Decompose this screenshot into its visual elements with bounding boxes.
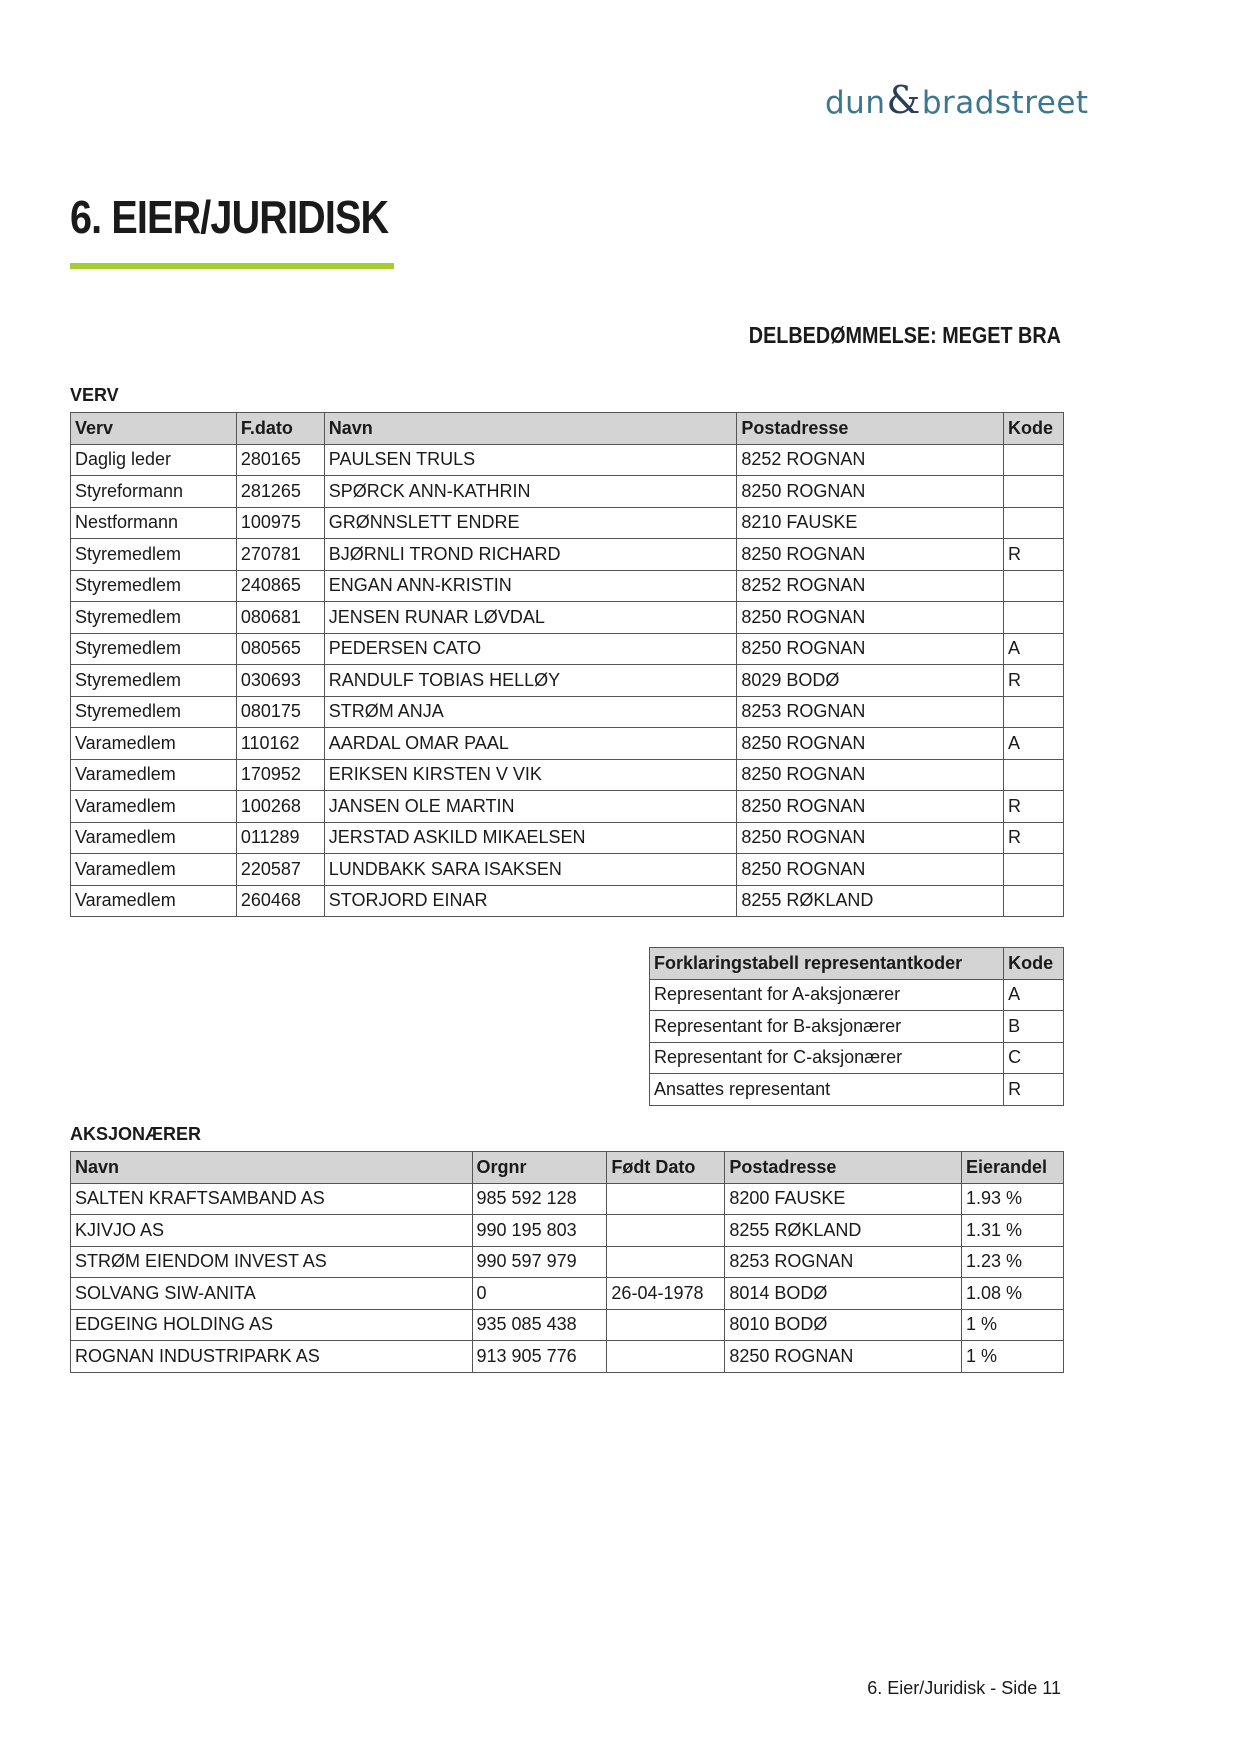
page-title: 6. EIER/JURIDISK [70, 191, 389, 243]
verv-table [70, 412, 1064, 917]
table-row [71, 822, 1064, 854]
table-row [71, 444, 1064, 476]
table-cell: 280165 [236, 444, 324, 476]
table-cell: JENSEN RUNAR LØVDAL [324, 602, 737, 634]
table-cell: 1 % [962, 1341, 1064, 1373]
table-cell: 080175 [236, 696, 324, 728]
table-row [71, 539, 1064, 571]
table-cell: 8029 BODØ [737, 665, 1004, 697]
aksjonaerer-header-orgnr: Orgnr [472, 1152, 607, 1184]
verv-header-fdato: F.dato [236, 413, 324, 445]
verv-header-navn: Navn [324, 413, 737, 445]
table-cell: 8253 ROGNAN [725, 1246, 962, 1278]
table-cell: 8252 ROGNAN [737, 570, 1004, 602]
codes-body [650, 979, 1064, 1105]
table-row [71, 633, 1064, 665]
table-cell: 1.23 % [962, 1246, 1064, 1278]
table-cell: 8200 FAUSKE [725, 1183, 962, 1215]
aksjonaerer-header-navn: Navn [71, 1152, 473, 1184]
table-cell: Varamedlem [71, 854, 237, 886]
table-cell: 8250 ROGNAN [737, 854, 1004, 886]
table-cell: 8253 ROGNAN [737, 696, 1004, 728]
table-row [71, 854, 1064, 886]
table-cell: 1.08 % [962, 1278, 1064, 1310]
codes-header-description: Forklaringstabell representantkoder [650, 948, 1004, 980]
table-row [71, 696, 1064, 728]
table-row [71, 665, 1064, 697]
aksjonaerer-body [71, 1183, 1064, 1372]
table-cell: Styremedlem [71, 570, 237, 602]
table-cell: JANSEN OLE MARTIN [324, 791, 737, 823]
table-cell: 8250 ROGNAN [737, 791, 1004, 823]
table-cell: 990 597 979 [472, 1246, 607, 1278]
table-cell [1003, 602, 1063, 634]
table-cell: Varamedlem [71, 728, 237, 760]
table-cell: R [1003, 539, 1063, 571]
table-cell: SOLVANG SIW-ANITA [71, 1278, 473, 1310]
table-row [71, 1246, 1064, 1278]
table-cell: 100975 [236, 507, 324, 539]
table-row [71, 759, 1064, 791]
table-cell: Styremedlem [71, 665, 237, 697]
table-cell: Representant for A-aksjonærer [650, 979, 1004, 1011]
table-cell: 220587 [236, 854, 324, 886]
aksjonaerer-header-fodt-dato: Født Dato [607, 1152, 725, 1184]
table-cell: 26-04-1978 [607, 1278, 725, 1310]
table-cell: RANDULF TOBIAS HELLØY [324, 665, 737, 697]
rating-heading: DELBEDØMMELSE: MEGET BRA [748, 322, 1061, 348]
table-cell: 990 195 803 [472, 1215, 607, 1247]
table-cell: 935 085 438 [472, 1309, 607, 1341]
table-cell: Representant for C-aksjonærer [650, 1042, 1004, 1074]
table-cell: KJIVJO AS [71, 1215, 473, 1247]
table-cell: STRØM EIENDOM INVEST AS [71, 1246, 473, 1278]
table-cell: B [1004, 1011, 1064, 1043]
table-cell: EDGEING HOLDING AS [71, 1309, 473, 1341]
table-cell [607, 1246, 725, 1278]
title-underline [70, 263, 394, 269]
table-cell: Varamedlem [71, 759, 237, 791]
table-row [71, 728, 1064, 760]
table-cell: 8014 BODØ [725, 1278, 962, 1310]
aksjonaerer-header-row [71, 1152, 1064, 1184]
table-cell: 170952 [236, 759, 324, 791]
table-cell [1003, 444, 1063, 476]
table-cell: R [1003, 791, 1063, 823]
table-cell: Varamedlem [71, 791, 237, 823]
table-cell [607, 1215, 725, 1247]
table-cell: SALTEN KRAFTSAMBAND AS [71, 1183, 473, 1215]
table-cell: 080681 [236, 602, 324, 634]
table-cell: ERIKSEN KIRSTEN V VIK [324, 759, 737, 791]
table-cell: 080565 [236, 633, 324, 665]
table-cell: 281265 [236, 476, 324, 508]
table-cell: Styremedlem [71, 539, 237, 571]
logo-ampersand: & [886, 78, 921, 122]
table-cell: ROGNAN INDUSTRIPARK AS [71, 1341, 473, 1373]
verv-body [71, 444, 1064, 917]
table-cell [1003, 854, 1063, 886]
table-cell [1003, 885, 1063, 917]
table-cell: BJØRNLI TROND RICHARD [324, 539, 737, 571]
table-cell [1003, 696, 1063, 728]
table-cell [607, 1183, 725, 1215]
table-cell: R [1003, 822, 1063, 854]
table-cell: 8010 BODØ [725, 1309, 962, 1341]
table-cell: SPØRCK ANN-KATHRIN [324, 476, 737, 508]
table-row [71, 791, 1064, 823]
table-cell [1003, 759, 1063, 791]
table-cell: 8250 ROGNAN [737, 822, 1004, 854]
table-cell: 985 592 128 [472, 1183, 607, 1215]
verv-section-label: VERV [70, 385, 119, 405]
table-row [71, 1183, 1064, 1215]
table-cell: Ansattes representant [650, 1074, 1004, 1106]
table-cell: A [1004, 979, 1064, 1011]
table-cell: STORJORD EINAR [324, 885, 737, 917]
table-cell: LUNDBAKK SARA ISAKSEN [324, 854, 737, 886]
verv-header-verv: Verv [71, 413, 237, 445]
table-row [71, 507, 1064, 539]
verv-header-row [71, 413, 1064, 445]
table-cell: 1 % [962, 1309, 1064, 1341]
representative-codes-table [649, 947, 1064, 1106]
table-row [71, 1278, 1064, 1310]
page-footer: 6. Eier/Juridisk - Side 11 [867, 1678, 1061, 1698]
table-cell: 8252 ROGNAN [737, 444, 1004, 476]
table-row [71, 476, 1064, 508]
verv-header-kode: Kode [1003, 413, 1063, 445]
table-cell: 0 [472, 1278, 607, 1310]
table-cell: C [1004, 1042, 1064, 1074]
table-cell: Styremedlem [71, 696, 237, 728]
codes-header-kode: Kode [1004, 948, 1064, 980]
table-cell: 8250 ROGNAN [725, 1341, 962, 1373]
table-cell [607, 1309, 725, 1341]
aksjonaerer-section-label: AKSJONÆRER [70, 1124, 202, 1144]
table-cell [1003, 476, 1063, 508]
dun-bradstreet-logo [825, 78, 1089, 122]
table-cell: R [1004, 1074, 1064, 1106]
table-cell: 8255 RØKLAND [725, 1215, 962, 1247]
table-cell: 011289 [236, 822, 324, 854]
table-cell: R [1003, 665, 1063, 697]
table-cell: PEDERSEN CATO [324, 633, 737, 665]
aksjonaerer-header-eierandel: Eierandel [962, 1152, 1064, 1184]
table-cell: STRØM ANJA [324, 696, 737, 728]
table-cell: 110162 [236, 728, 324, 760]
table-cell [607, 1341, 725, 1373]
table-row [71, 570, 1064, 602]
table-row [650, 1074, 1064, 1106]
table-cell: Daglig leder [71, 444, 237, 476]
table-cell: Styreformann [71, 476, 237, 508]
logo-text-bradstreet: bradstreet [921, 85, 1089, 121]
verv-header-postadresse: Postadresse [737, 413, 1004, 445]
table-row [71, 602, 1064, 634]
table-cell: 8250 ROGNAN [737, 539, 1004, 571]
table-cell: Nestformann [71, 507, 237, 539]
table-cell: 8210 FAUSKE [737, 507, 1004, 539]
table-row [650, 1042, 1064, 1074]
table-cell: 913 905 776 [472, 1341, 607, 1373]
table-row [71, 1309, 1064, 1341]
table-cell: JERSTAD ASKILD MIKAELSEN [324, 822, 737, 854]
table-cell: 270781 [236, 539, 324, 571]
table-cell: A [1003, 633, 1063, 665]
table-cell: 100268 [236, 791, 324, 823]
aksjonaerer-table [70, 1151, 1064, 1373]
table-cell: 260468 [236, 885, 324, 917]
table-cell: ENGAN ANN-KRISTIN [324, 570, 737, 602]
table-cell: Representant for B-aksjonærer [650, 1011, 1004, 1043]
table-cell: Varamedlem [71, 885, 237, 917]
table-cell: 240865 [236, 570, 324, 602]
table-cell [1003, 570, 1063, 602]
table-cell: 8250 ROGNAN [737, 728, 1004, 760]
table-cell: Styremedlem [71, 633, 237, 665]
codes-header-row [650, 948, 1064, 980]
table-cell: 8255 RØKLAND [737, 885, 1004, 917]
table-cell: GRØNNSLETT ENDRE [324, 507, 737, 539]
table-cell: 1.93 % [962, 1183, 1064, 1215]
table-cell: 1.31 % [962, 1215, 1064, 1247]
table-cell: 8250 ROGNAN [737, 602, 1004, 634]
table-cell: Varamedlem [71, 822, 237, 854]
table-cell: 8250 ROGNAN [737, 759, 1004, 791]
table-row [71, 885, 1064, 917]
table-cell: PAULSEN TRULS [324, 444, 737, 476]
table-cell: 030693 [236, 665, 324, 697]
table-row [650, 979, 1064, 1011]
table-row [71, 1341, 1064, 1373]
table-cell: A [1003, 728, 1063, 760]
table-row [650, 1011, 1064, 1043]
table-cell [1003, 507, 1063, 539]
table-row [71, 1215, 1064, 1247]
table-cell: 8250 ROGNAN [737, 633, 1004, 665]
logo-text-dun: dun [825, 85, 886, 121]
table-cell: Styremedlem [71, 602, 237, 634]
table-cell: 8250 ROGNAN [737, 476, 1004, 508]
aksjonaerer-header-postadresse: Postadresse [725, 1152, 962, 1184]
table-cell: AARDAL OMAR PAAL [324, 728, 737, 760]
